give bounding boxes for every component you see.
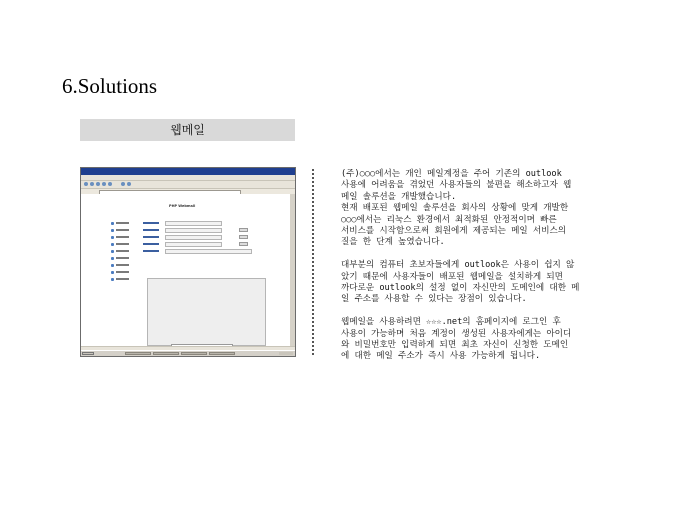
- browser-titlebar: [81, 168, 295, 175]
- vertical-divider: [312, 169, 314, 355]
- section-subtitle: 웹메일: [80, 119, 295, 141]
- browser-toolbar: [81, 181, 295, 189]
- message-body-area: [147, 278, 266, 346]
- paragraph-advantage: 대부분의 컴퓨터 초보자들에게 outlook은 사용이 쉽지 않 았기 때문에 사용자들이 배포된 웹메일을 설치하게 되면 까다로운 outlook의 설정 없이 자신만의 도메인에 대한 메 일 주소를 사용할 수 있다는 장점이 있습니다.: [341, 260, 580, 305]
- start-button: [82, 352, 94, 355]
- os-taskbar: [81, 350, 295, 356]
- slide-title: 6.Solutions: [62, 74, 158, 98]
- webmail-screenshot: [80, 167, 296, 357]
- paragraph-usage: 웹메일을 사용하려면 ☆☆☆.net의 홈페이지에 로그인 후 사용이 가능하며 처음 계정이 생성된 사용자에게는 아이디 와 비밀번호만 입력하게 되면 최초 자신이 신청한 도메인 에 대한 메일 주소가 즉시 사용 가능하게 됩니다.: [341, 317, 572, 362]
- paragraph-intro: (주)○○○에서는 개인 메일계정을 주어 기존의 outlook 사용에 어려움을 겪었던 사용자들의 불편을 해소하고자 웹 메일 솔루션을 개발했습니다. 현재 배포된 웹메일 솔루션을 회사의 상황에 맞게 개발한 ○○○에서는 리눅스 환경에서 최적화된 안정적이며 빠른 서비스를 시작함으로써 회원에게 제공되는 메일 서비스의 질을 한 단계 높였습니다.: [341, 169, 572, 248]
- webmail-left-nav: [111, 221, 133, 284]
- taskbar-clock: [279, 352, 293, 355]
- description-text: [341, 169, 623, 374]
- browser-scrollbar: [290, 194, 295, 347]
- webmail-page-heading: PHP Webmail: [169, 204, 196, 208]
- browser-content: [81, 194, 295, 347]
